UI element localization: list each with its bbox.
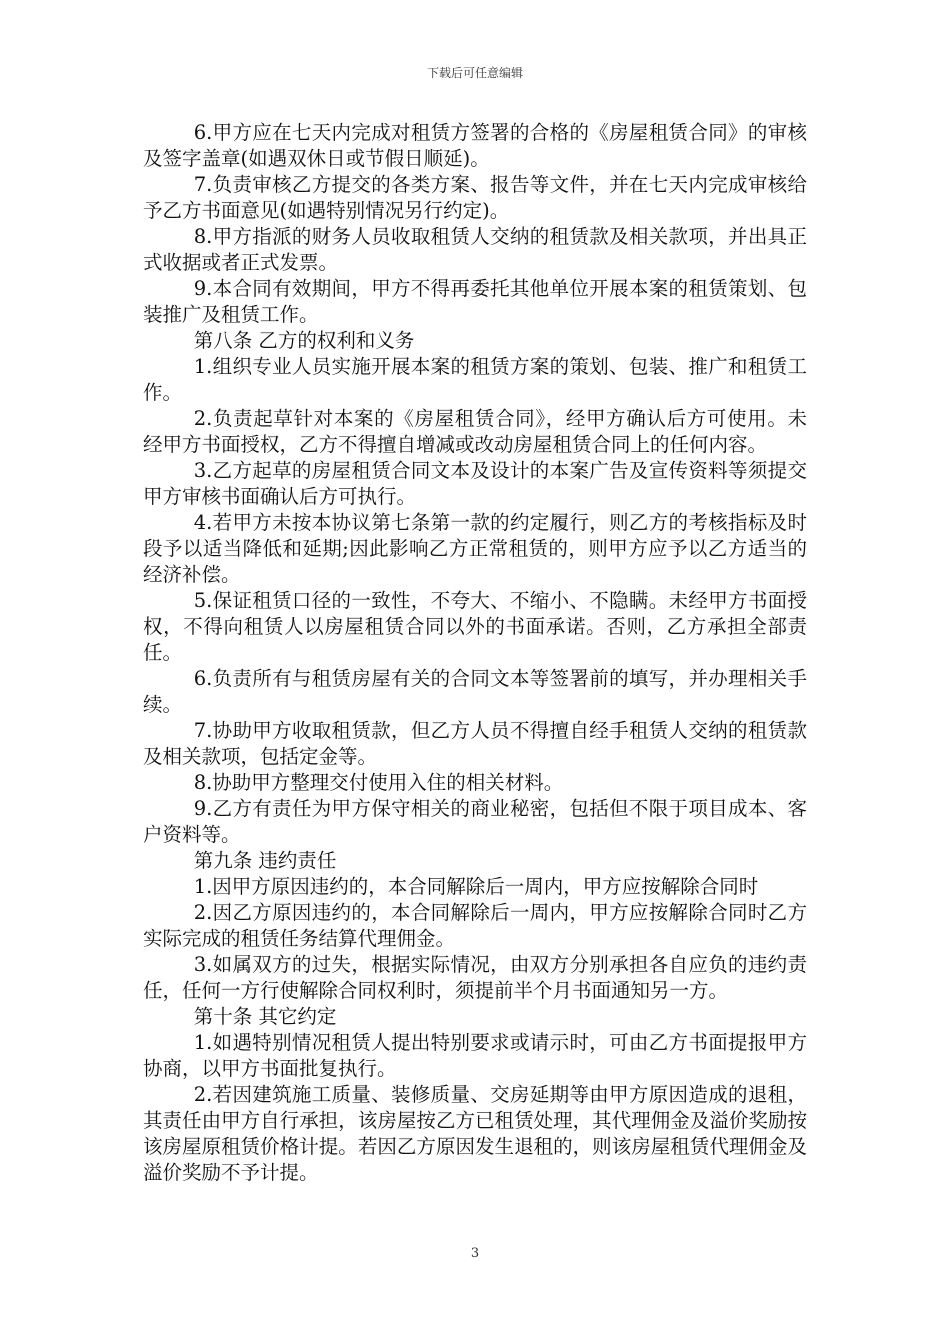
page-number: 3	[470, 1246, 480, 1261]
clause-8-item-2: 2.负责起草针对本案的《房屋租赁合同》，经甲方确认后方可使用。未经甲方书面授权，乙方不得擅自增减或改动房屋租赁合同上的任何内容。	[143, 407, 807, 456]
clause-10-heading: 第十条 其它约定	[193, 1005, 337, 1028]
clause-7-item-6: 6.甲方应在七天内完成对租赁方签署的合格的《房屋租赁合同》的审核及签字盖章(如遇双休日或节假日顺延)。	[143, 121, 807, 170]
clause-8-item-7: 7.协助甲方收取租赁款，但乙方人员不得擅自经手租赁人交纳的租赁款及相关款项，包括定金等。	[143, 719, 807, 768]
clause-9-item-1: 1.因甲方原因违约的，本合同解除后一周内，甲方应按解除合同时	[193, 875, 759, 898]
clause-8-item-6: 6.负责所有与租赁房屋有关的合同文本等签署前的填写，并办理相关手续。	[143, 667, 807, 716]
clause-7-item-8: 8.甲方指派的财务人员收取租赁人交纳的租赁款及相关款项，并出具正式收据或者正式发票。	[143, 225, 807, 274]
clause-10-item-1: 1.如遇特别情况租赁人提出特别要求或请示时，可由乙方书面提报甲方协商，以甲方书面批复执行。	[143, 1031, 807, 1080]
clause-8-item-5: 5.保证租赁口径的一致性，不夸大、不缩小、不隐瞒。未经甲方书面授权，不得向租赁人以房屋租赁合同以外的书面承诺。否则，乙方承担全部责任。	[143, 589, 807, 664]
clause-8-heading: 第八条 乙方的权利和义务	[193, 329, 415, 352]
clause-7-item-9: 9.本合同有效期间，甲方不得再委托其他单位开展本案的租赁策划、包装推广及租赁工作。	[143, 277, 807, 326]
clause-10-item-2: 2.若因建筑施工质量、装修质量、交房延期等由甲方原因造成的退租，其责任由甲方自行承担，该房屋按乙方已租赁处理，其代理佣金及溢价奖励按该房屋原租赁价格计提。若因乙方原因发生退租的，则该房屋租赁代理佣金及溢价奖励不予计提。	[143, 1083, 807, 1184]
clause-9-item-2: 2.因乙方原因违约的，本合同解除后一周内，甲方应按解除合同时乙方实际完成的租赁任务结算代理佣金。	[143, 901, 807, 950]
clause-8-item-9: 9.乙方有责任为甲方保守相关的商业秘密，包括但不限于项目成本、客户资料等。	[143, 797, 807, 846]
page-header: 下载后可任意编辑	[426, 66, 523, 80]
clause-8-item-3: 3.乙方起草的房屋租赁合同文本及设计的本案广告及宣传资料等须提交甲方审核书面确认后方可执行。	[143, 459, 807, 508]
clause-9-item-3: 3.如属双方的过失，根据实际情况，由双方分别承担各自应负的违约责任，任何一方行使解除合同权利时，须提前半个月书面通知另一方。	[143, 953, 807, 1002]
clause-8-item-4: 4.若甲方未按本协议第七条第一款的约定履行，则乙方的考核指标及时段予以适当降低和延期;因此影响乙方正常租赁的，则甲方应予以乙方适当的经济补偿。	[143, 511, 807, 586]
clause-7-item-7: 7.负责审核乙方提交的各类方案、报告等文件，并在七天内完成审核给予乙方书面意见(如遇特别情况另行约定)。	[143, 173, 807, 222]
document-body	[143, 120, 807, 1186]
clause-9-heading: 第九条 违约责任	[193, 849, 337, 872]
clause-8-item-8: 8.协助甲方整理交付使用入住的相关材料。	[193, 771, 564, 794]
clause-8-item-1: 1.组织专业人员实施开展本案的租赁方案的策划、包装、推广和租赁工作。	[143, 355, 807, 404]
